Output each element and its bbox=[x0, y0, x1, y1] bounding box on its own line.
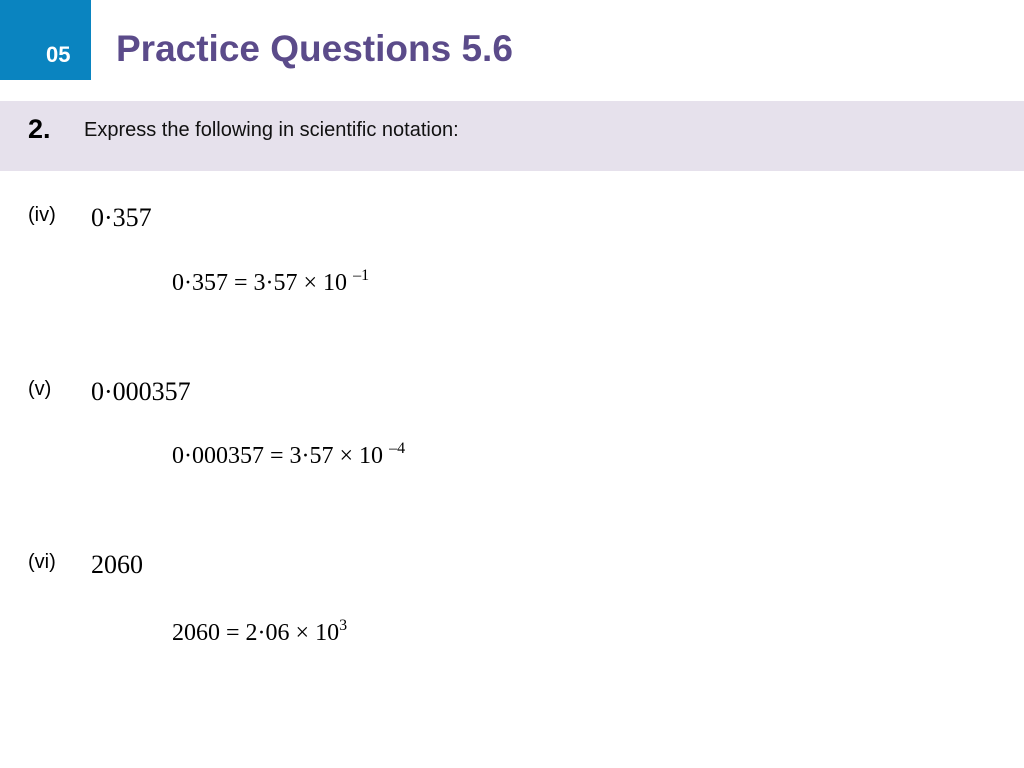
part-answer bbox=[172, 618, 347, 648]
part-number: 0·000357 bbox=[91, 377, 191, 406]
question-prompt: Express the following in scientific notation: bbox=[84, 119, 459, 141]
question-header bbox=[0, 101, 1024, 171]
question-number: 2. bbox=[28, 114, 51, 144]
answer-exponent: –1 bbox=[353, 267, 370, 284]
part-label: (v) bbox=[28, 378, 52, 400]
answer-expression: 2060 = 2·06 × 10 bbox=[172, 620, 340, 646]
part-number: 2060 bbox=[91, 550, 143, 579]
answer-exponent: –4 bbox=[389, 440, 406, 457]
answer-expression: 0·000357 = 3·57 × 10 bbox=[172, 443, 384, 469]
answer-exponent: 3 bbox=[339, 617, 348, 634]
part-number: 0·357 bbox=[91, 203, 152, 232]
part-answer bbox=[172, 268, 369, 298]
page-title: Practice Questions 5.6 bbox=[116, 28, 513, 69]
chapter-number: 05 bbox=[46, 42, 71, 67]
answer-expression: 0·357 = 3·57 × 10 bbox=[172, 270, 348, 296]
part-answer bbox=[172, 441, 405, 471]
part-label: (vi) bbox=[28, 551, 56, 573]
part-label: (iv) bbox=[28, 204, 56, 226]
chapter-badge bbox=[0, 0, 91, 80]
